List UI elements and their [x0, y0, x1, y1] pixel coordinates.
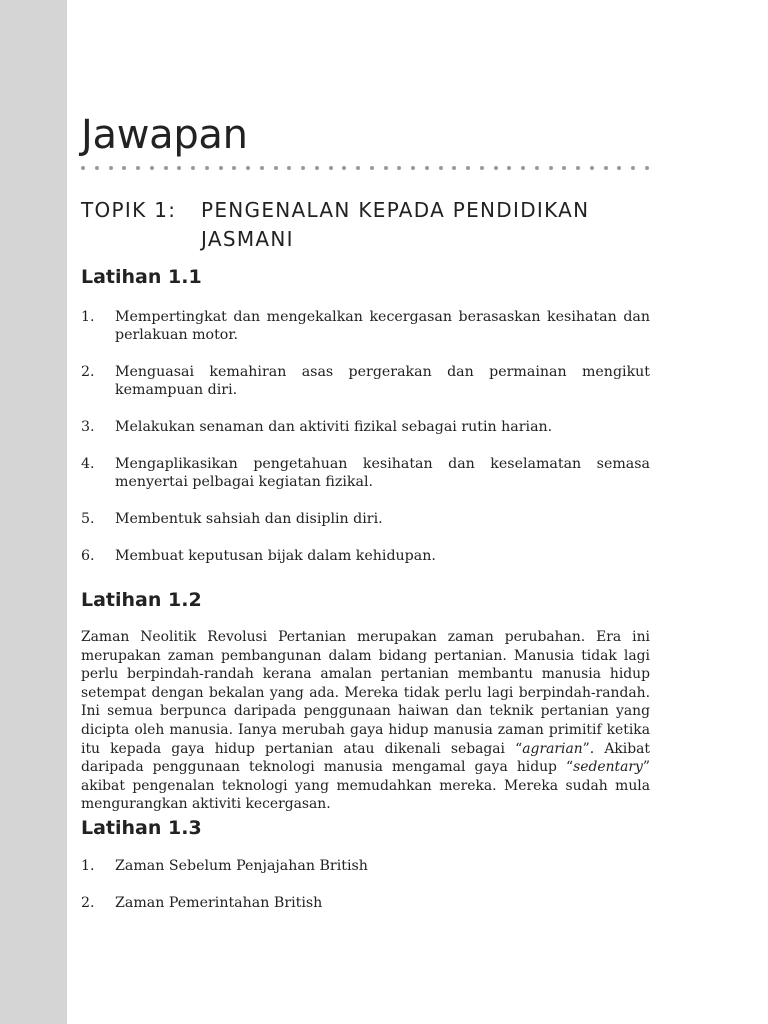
list-item: 2. Zaman Pemerintahan British	[81, 895, 323, 911]
list-item: 1. Mempertingkat dan mengekalkan kecergasan berasaskan kesihatan dan perlakuan motor.	[81, 309, 650, 343]
paragraph: Zaman Neolitik Revolusi Pertanian merupakan zaman perubahan. Era ini merupakan zaman pembangunan dalam bidang pertanian. Manusia tidak lagi perlu berpindah-randah kerana amalan pertanian membantu manusia hidup setempat dengan bekalan yang ada. Mereka tidak perlu lagi berpindah-randah. Ini semua berpunca daripada penggunaan haiwan dan teknik pertanian yang dicipta oleh manusia. Ianya merubah gaya hidup manusia zaman primitif ketika itu kepada gaya hidup pertanian atau dikenali sebagai “agrarian”. Akibat daripada penggunaan teknologi manusia mengamal gaya hidup “sedentary” akibat pengenalan teknologi yang memudahkan mereka. Mereka sudah mula mengurangkan aktiviti kecergasan.	[81, 629, 650, 813]
term-agrarian: agrarian	[522, 740, 583, 757]
list-item: 4. Mengaplikasikan pengetahuan kesihatan dan keselamatan semasa menyertai pelbagai kegiatan fizikal.	[81, 456, 650, 490]
section-heading: Latihan 1.3	[81, 817, 202, 839]
list-item: 1. Zaman Sebelum Penjajahan British	[81, 858, 368, 874]
document-page	[81, 0, 651, 1024]
section-heading: Latihan 1.1	[81, 266, 202, 288]
section-heading: Latihan 1.2	[81, 589, 202, 611]
term-sedentary: sedentary	[573, 759, 643, 776]
list-item: 2. Menguasai kemahiran asas pergerakan dan permainan mengikut kemampuan diri.	[81, 364, 650, 398]
page-title: Jawapan	[81, 112, 248, 158]
dotted-divider	[81, 166, 659, 170]
topic-heading	[81, 196, 651, 254]
topic-title: PENGENALAN KEPADA PENDIDIKAN JASMANI	[201, 198, 590, 251]
answer-list	[81, 857, 650, 912]
topic-number: TOPIK 1:	[81, 198, 177, 222]
list-item: 5. Membentuk sahsiah dan disiplin diri.	[81, 511, 383, 527]
answer-list	[81, 308, 650, 565]
list-item: 6. Membuat keputusan bijak dalam kehidupan.	[81, 548, 436, 564]
page-margin-bar	[0, 0, 67, 1024]
list-item: 3. Melakukan senaman dan aktiviti fizikal sebagai rutin harian.	[81, 419, 553, 435]
